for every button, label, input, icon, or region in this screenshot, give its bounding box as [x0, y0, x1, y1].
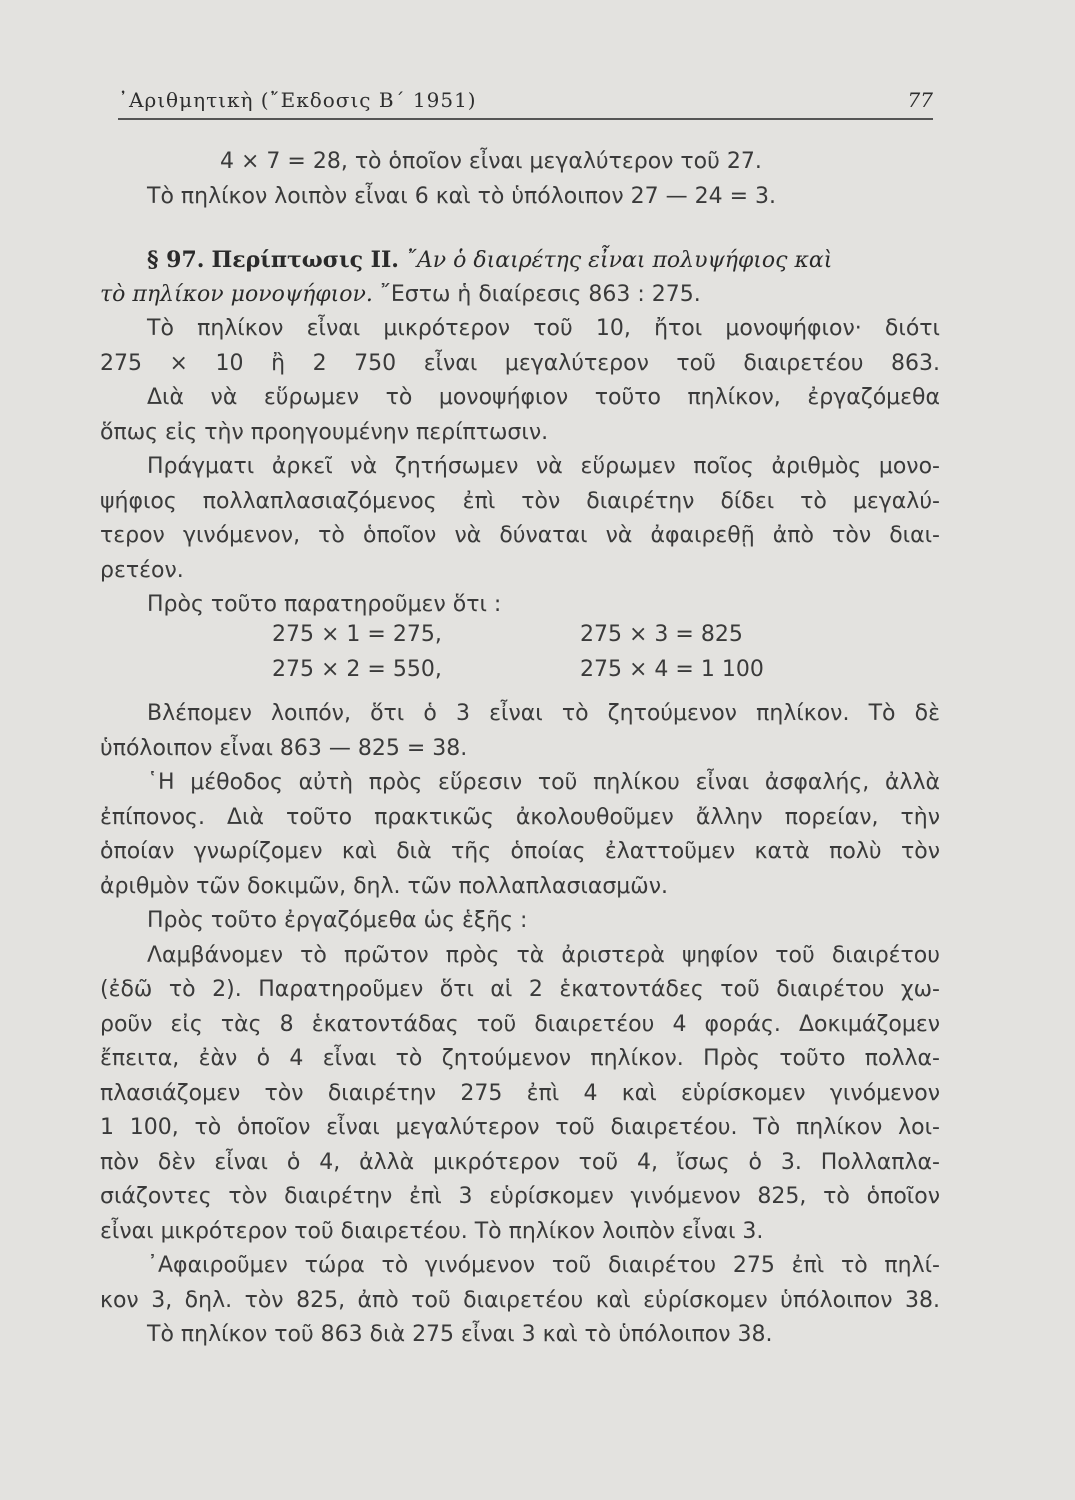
text-line: 4 × 7 = 28, τὸ ὁποῖον εἶναι μεγαλύτερον τοῦ 27.	[220, 149, 762, 174]
section-title: Περίπτωσις ΙΙ.	[211, 247, 399, 273]
text-line: πλασιάζομεν τὸν διαιρέτην 275 ἐπὶ 4 καὶ εὑρίσκομεν γινόμενον	[100, 1080, 940, 1106]
page-number: 77	[907, 88, 933, 112]
text-line: σιάζοντες τὸν διαιρέτην ἐπὶ 3 εὑρίσκομεν γινόμενον 825, τὸ ὁποῖον	[100, 1184, 940, 1209]
running-header-title: ᾽Αριθμητικὴ (῎Εκδοσις Β΄ 1951)	[118, 88, 477, 112]
text-line: ἔπειτα, ἐὰν ὁ 4 εἶναι τὸ ζητούμενον πηλίκον. Πρὸς τοῦτο πολλα-	[100, 1046, 940, 1071]
text-line: ὑπόλοιπον εἶναι 863 — 825 = 38.	[100, 735, 468, 761]
text-line: Τὸ πηλίκον λοιπὸν εἶναι 6 καὶ τὸ ὑπόλοιπον 27 — 24 = 3.	[147, 183, 777, 209]
section-example: ῎Εστω ἡ διαίρεσις 863 : 275.	[379, 281, 701, 307]
text-line: Διὰ νὰ εὕρωμεν τὸ μονοψήφιον τοῦτο πηλίκον, ἐργαζόμεθα	[147, 385, 940, 410]
text-line: ἐπίπονος. Διὰ τοῦτο πρακτικῶς ἀκολουθοῦμεν ἄλλην πορείαν, τὴν	[100, 804, 940, 830]
top-lines	[100, 145, 940, 214]
text-line: πὸν δὲν εἶναι ὁ 4, ἀλλὰ μικρότερον τοῦ 4, ἴσως ὁ 3. Πολλαπλα-	[100, 1149, 940, 1175]
equation: 275 × 3 = 825	[580, 622, 743, 647]
section-subtitle-2: τὸ πηλίκον μονοψήφιον.	[100, 281, 373, 307]
text-line: κον 3, δηλ. τὸν 825, ἀπὸ τοῦ διαιρετέου καὶ εὑρίσκομεν ὑπόλοιπον 38.	[100, 1287, 940, 1313]
equation: 275 × 2 = 550,	[272, 657, 442, 682]
section-heading-line-1	[100, 243, 940, 278]
text-line: (ἐδῶ τὸ 2). Παρατηροῦμεν ὅτι αἱ 2 ἑκατοντάδες τοῦ διαιρέτου χω-	[100, 977, 940, 1002]
text-line: ρετέον.	[100, 557, 184, 583]
text-line: Πρὸς τοῦτο παρατηροῦμεν ὅτι :	[147, 592, 502, 617]
equation: 275 × 1 = 275,	[272, 622, 442, 647]
text-line: ὁποίαν γνωρίζομεν καὶ διὰ τῆς ὁποίας ἐλαττοῦμεν κατὰ πολὺ τὸν	[100, 839, 940, 864]
text-line: ῾Η μέθοδος αὐτὴ πρὸς εὕρεσιν τοῦ πηλίκου εἶναι ἀσφαλής, ἀλλὰ	[147, 770, 940, 795]
text-line: Λαμβάνομεν τὸ πρῶτον πρὸς τὰ ἀριστερὰ ψηφίον τοῦ διαιρέτου	[147, 942, 940, 968]
section-heading-line-2	[100, 278, 940, 313]
text-line: ἀριθμὸν τῶν δοκιμῶν, δηλ. τῶν πολλαπλασιασμῶν.	[100, 873, 668, 899]
equation: 275 × 4 = 1 100	[580, 657, 764, 682]
text-line: Πράγματι ἀρκεῖ νὰ ζητήσωμεν νὰ εὕρωμεν ποῖος ἀριθμὸς μονο-	[147, 454, 940, 479]
paragraph-2	[100, 697, 940, 1353]
section-heading	[100, 243, 940, 312]
text-line: 275 × 10 ἢ 2 750 εἶναι μεγαλύτερον τοῦ διαιρετέου 863.	[100, 350, 940, 376]
text-line: Τὸ πηλίκον τοῦ 863 διὰ 275 εἶναι 3 καὶ τὸ ὑπόλοιπον 38.	[147, 1322, 773, 1347]
paragraph-1	[100, 312, 940, 623]
text-line: ροῦν εἰς τὰς 8 ἑκατοντάδας τοῦ διαιρετέου 4 φοράς. Δοκιμάζομεν	[100, 1011, 940, 1037]
text-line: ᾽Αφαιροῦμεν τώρα τὸ γινόμενον τοῦ διαιρέτου 275 ἐπὶ τὸ πηλί-	[147, 1253, 940, 1278]
section-subtitle-1: ῎Αν ὁ διαιρέτης εἶναι πολυψήφιος καὶ	[405, 248, 833, 273]
text-line: ὅπως εἰς τὴν προηγουμένην περίπτωσιν.	[100, 419, 549, 445]
text-line: Πρὸς τοῦτο ἐργαζόμεθα ὡς ἑξῆς :	[147, 908, 528, 933]
text-line: 1 100, τὸ ὁποῖον εἶναι μεγαλύτερον τοῦ διαιρετέου. Τὸ πηλίκον λοι-	[100, 1115, 940, 1140]
running-header	[118, 88, 933, 120]
text-line: τερον γινόμενον, τὸ ὁποῖον νὰ δύναται νὰ ἀφαιρεθῇ ἀπὸ τὸν διαι-	[100, 523, 940, 548]
section-number: § 97.	[147, 247, 205, 273]
text-line: Βλέπομεν λοιπόν, ὅτι ὁ 3 εἶναι τὸ ζητούμενον πηλίκον. Τὸ δὲ	[147, 701, 940, 726]
text-line: ψήφιος πολλαπλασιαζόμενος ἐπὶ τὸν διαιρέτην δίδει τὸ μεγαλύ-	[100, 488, 940, 514]
text-line: εἶναι μικρότερον τοῦ διαιρετέου. Τὸ πηλίκον λοιπὸν εἶναι 3.	[100, 1218, 764, 1244]
text-line: Τὸ πηλίκον εἶναι μικρότερον τοῦ 10, ἤτοι μονοψήφιον· διότι	[147, 316, 940, 341]
